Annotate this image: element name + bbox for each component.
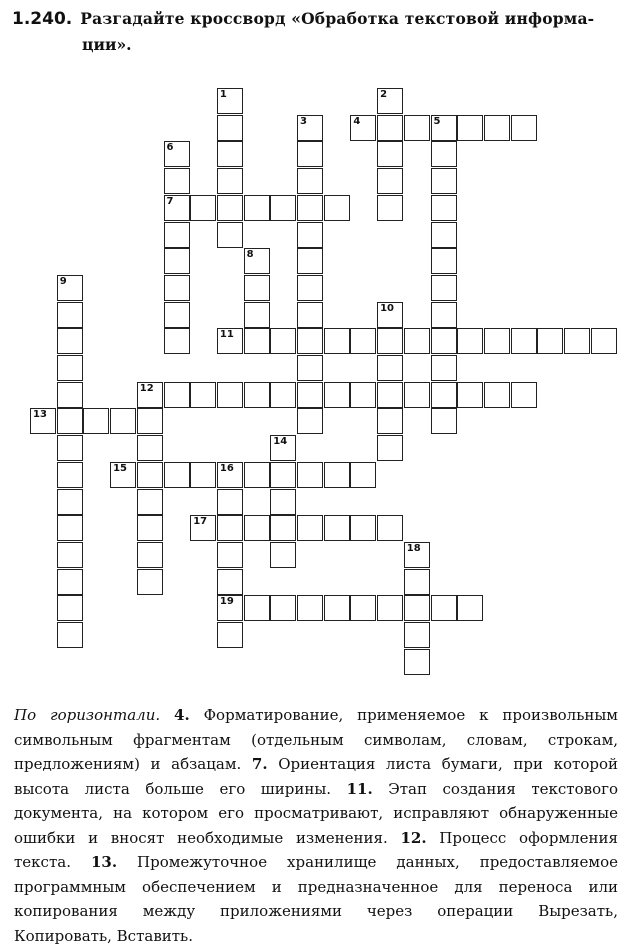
crossword-cell[interactable] bbox=[217, 569, 243, 595]
clue-number: 12. bbox=[400, 828, 427, 847]
crossword-cell[interactable] bbox=[217, 195, 243, 221]
crossword-cell[interactable] bbox=[244, 302, 270, 328]
clue-number-label: 12 bbox=[139, 382, 154, 394]
crossword-cell[interactable] bbox=[511, 328, 537, 354]
crossword-cell[interactable] bbox=[57, 462, 83, 488]
crossword-cell[interactable] bbox=[484, 115, 510, 141]
crossword-cell[interactable] bbox=[404, 595, 430, 621]
crossword-cell[interactable] bbox=[377, 88, 403, 114]
crossword-cell[interactable] bbox=[110, 408, 136, 434]
crossword-cell[interactable] bbox=[350, 515, 376, 541]
crossword-cell[interactable] bbox=[57, 489, 83, 515]
crossword-cell[interactable] bbox=[297, 195, 323, 221]
crossword-cell[interactable] bbox=[404, 649, 430, 675]
crossword-cell[interactable] bbox=[137, 515, 163, 541]
crossword-cell[interactable] bbox=[244, 382, 270, 408]
crossword-cell[interactable] bbox=[377, 141, 403, 167]
exercise-title: Разгадайте кроссворд «Обработка текстовой информа- bbox=[80, 9, 595, 28]
crossword-cell[interactable] bbox=[83, 408, 109, 434]
clue-number: 4. bbox=[174, 706, 190, 724]
crossword-cell[interactable] bbox=[564, 328, 590, 354]
clue-number-label: 4 bbox=[353, 115, 361, 127]
crossword-cell[interactable] bbox=[137, 489, 163, 515]
crossword-cell[interactable] bbox=[457, 328, 483, 354]
crossword-cell[interactable] bbox=[217, 222, 243, 248]
crossword-cell[interactable] bbox=[377, 435, 403, 461]
crossword-cell[interactable] bbox=[164, 222, 190, 248]
crossword-cell[interactable] bbox=[297, 141, 323, 167]
clue-number-label: 5 bbox=[433, 115, 441, 127]
crossword-cell[interactable] bbox=[297, 275, 323, 301]
crossword-cell[interactable] bbox=[244, 248, 270, 274]
crossword-cell[interactable] bbox=[297, 248, 323, 274]
crossword-cell[interactable] bbox=[57, 622, 83, 648]
crossword-cell[interactable] bbox=[137, 408, 163, 434]
clue-number-label: 7 bbox=[166, 195, 174, 207]
crossword-cell[interactable] bbox=[57, 382, 83, 408]
crossword-cell[interactable] bbox=[270, 595, 296, 621]
crossword-cell[interactable] bbox=[297, 382, 323, 408]
crossword-cell[interactable] bbox=[217, 382, 243, 408]
crossword-cell[interactable] bbox=[270, 489, 296, 515]
crossword-cell[interactable] bbox=[404, 382, 430, 408]
crossword-cell[interactable] bbox=[297, 168, 323, 194]
crossword-cell[interactable] bbox=[511, 115, 537, 141]
clue-number-label: 8 bbox=[246, 249, 254, 261]
clue-number-label: 17 bbox=[193, 516, 208, 528]
clue-number-label: 1 bbox=[219, 89, 227, 100]
crossword-cell[interactable] bbox=[244, 195, 270, 221]
crossword-cell[interactable] bbox=[164, 195, 190, 221]
crossword-cell[interactable] bbox=[297, 595, 323, 621]
crossword-cell[interactable] bbox=[270, 435, 296, 461]
crossword-cell[interactable] bbox=[350, 382, 376, 408]
crossword-cell[interactable] bbox=[57, 408, 83, 434]
crossword-cell[interactable] bbox=[57, 328, 83, 354]
crossword-cell[interactable] bbox=[164, 328, 190, 354]
crossword-cell[interactable] bbox=[511, 382, 537, 408]
crossword-cell[interactable] bbox=[270, 542, 296, 568]
crossword-cell[interactable] bbox=[431, 248, 457, 274]
crossword-cell[interactable] bbox=[57, 515, 83, 541]
clue-text: Ориентация листа бумаги, при которой высота листа больше его ширины. bbox=[14, 755, 618, 798]
clue-number-label: 10 bbox=[380, 302, 395, 314]
crossword-cell[interactable] bbox=[431, 302, 457, 328]
crossword-cell[interactable] bbox=[537, 328, 563, 354]
crossword-cell[interactable] bbox=[377, 515, 403, 541]
clues-section bbox=[14, 703, 618, 948]
crossword-cell[interactable] bbox=[217, 168, 243, 194]
crossword-cell[interactable] bbox=[110, 462, 136, 488]
crossword-cell[interactable] bbox=[30, 408, 56, 434]
crossword-cell[interactable] bbox=[57, 275, 83, 301]
crossword-cell[interactable] bbox=[270, 382, 296, 408]
crossword-cell[interactable] bbox=[377, 355, 403, 381]
crossword-cell[interactable] bbox=[324, 195, 350, 221]
crossword-cell[interactable] bbox=[217, 462, 243, 488]
crossword-cell[interactable] bbox=[404, 115, 430, 141]
clue-number-label: 6 bbox=[166, 142, 174, 154]
crossword-cell[interactable] bbox=[431, 328, 457, 354]
clues-heading: По горизонтали. bbox=[14, 706, 161, 724]
crossword-cell[interactable] bbox=[244, 595, 270, 621]
crossword-cell[interactable] bbox=[137, 542, 163, 568]
clue-number-label: 15 bbox=[113, 462, 128, 474]
clue-number-label: 9 bbox=[59, 275, 67, 287]
crossword-cell[interactable] bbox=[57, 435, 83, 461]
crossword-cell[interactable] bbox=[377, 328, 403, 354]
crossword-cell[interactable] bbox=[431, 115, 457, 141]
crossword-cell[interactable] bbox=[324, 382, 350, 408]
crossword-cell[interactable] bbox=[297, 355, 323, 381]
crossword-cell[interactable] bbox=[190, 515, 216, 541]
crossword-cell[interactable] bbox=[404, 328, 430, 354]
crossword-cell[interactable] bbox=[297, 115, 323, 141]
clue-text: Этап создания текстового документа, на котором его просматривают, исправляют обнаруженные ошибки и вносят необходимые изменения. bbox=[14, 779, 618, 847]
crossword-cell[interactable] bbox=[431, 408, 457, 434]
crossword-cell[interactable] bbox=[244, 275, 270, 301]
clue-number-label: 2 bbox=[380, 89, 388, 100]
crossword-cell[interactable] bbox=[377, 408, 403, 434]
crossword-cell[interactable] bbox=[377, 168, 403, 194]
crossword-cell[interactable] bbox=[297, 302, 323, 328]
crossword-cell[interactable] bbox=[57, 355, 83, 381]
crossword-cell[interactable] bbox=[431, 275, 457, 301]
crossword-cell[interactable] bbox=[591, 328, 617, 354]
clue-text: Форматирование, применяемое к произвольным символьным фрагментам (отдельным символам, словам, строкам, предложениям) и абзацам. bbox=[14, 706, 618, 773]
crossword-cell[interactable] bbox=[484, 382, 510, 408]
crossword-cell[interactable] bbox=[217, 115, 243, 141]
crossword-cell[interactable] bbox=[350, 595, 376, 621]
crossword-cell[interactable] bbox=[350, 115, 376, 141]
crossword-cell[interactable] bbox=[137, 462, 163, 488]
crossword-cell[interactable] bbox=[324, 462, 350, 488]
crossword-cell[interactable] bbox=[217, 328, 243, 354]
crossword-cell[interactable] bbox=[164, 302, 190, 328]
crossword-cell[interactable] bbox=[164, 275, 190, 301]
crossword-cell[interactable] bbox=[431, 382, 457, 408]
crossword-cell[interactable] bbox=[270, 515, 296, 541]
crossword-cell[interactable] bbox=[404, 569, 430, 595]
crossword-cell[interactable] bbox=[217, 622, 243, 648]
crossword-cell[interactable] bbox=[377, 382, 403, 408]
crossword-cell[interactable] bbox=[377, 595, 403, 621]
exercise-number: 1.240. bbox=[12, 9, 73, 29]
crossword-cell[interactable] bbox=[324, 515, 350, 541]
crossword-cell[interactable] bbox=[164, 168, 190, 194]
crossword-cell[interactable] bbox=[217, 542, 243, 568]
crossword-cell[interactable] bbox=[270, 462, 296, 488]
clue-number-label: 11 bbox=[219, 329, 234, 341]
crossword-cell[interactable] bbox=[137, 569, 163, 595]
crossword-cell[interactable] bbox=[57, 595, 83, 621]
crossword-cell[interactable] bbox=[377, 302, 403, 328]
clue-number-label: 3 bbox=[300, 115, 307, 127]
clue-text: Процесс оформления текста. bbox=[14, 828, 618, 871]
crossword-cell[interactable] bbox=[297, 408, 323, 434]
crossword-cell[interactable] bbox=[164, 141, 190, 167]
clue-number-label: 13 bbox=[33, 409, 47, 421]
crossword-cell[interactable] bbox=[57, 302, 83, 328]
crossword-cell[interactable] bbox=[164, 248, 190, 274]
clue-number-label: 18 bbox=[406, 542, 421, 554]
crossword-cell[interactable] bbox=[164, 462, 190, 488]
crossword-cell[interactable] bbox=[431, 195, 457, 221]
crossword-cell[interactable] bbox=[457, 382, 483, 408]
crossword-cell[interactable] bbox=[217, 88, 243, 114]
crossword-cell[interactable] bbox=[431, 355, 457, 381]
crossword-cell[interactable] bbox=[457, 115, 483, 141]
clue-number-label: 19 bbox=[219, 596, 234, 608]
crossword-cell[interactable] bbox=[324, 595, 350, 621]
crossword-cell[interactable] bbox=[244, 515, 270, 541]
clue-number-label: 16 bbox=[219, 462, 234, 474]
crossword-cell[interactable] bbox=[190, 382, 216, 408]
crossword-cell[interactable] bbox=[217, 515, 243, 541]
exercise-title-cont: ции». bbox=[82, 35, 132, 54]
crossword-cell[interactable] bbox=[190, 195, 216, 221]
crossword-cell[interactable] bbox=[137, 382, 163, 408]
clue-number: 7. bbox=[251, 755, 268, 773]
clue-text: Промежуточное хранилище данных, предоставляемое программным обеспечением и предназначенное для переноса или копирования между приложениями через операции Вырезать, Копировать, Вставить. bbox=[14, 853, 618, 945]
crossword-cell[interactable] bbox=[377, 195, 403, 221]
crossword-cell[interactable] bbox=[350, 462, 376, 488]
crossword-cell[interactable] bbox=[350, 328, 376, 354]
crossword-cell[interactable] bbox=[217, 595, 243, 621]
crossword-cell[interactable] bbox=[164, 382, 190, 408]
crossword-cell[interactable] bbox=[297, 328, 323, 354]
crossword-cell[interactable] bbox=[137, 435, 163, 461]
crossword-cell[interactable] bbox=[190, 462, 216, 488]
clue-number-label: 14 bbox=[273, 436, 288, 448]
crossword-cell[interactable] bbox=[404, 542, 430, 568]
crossword-cell[interactable] bbox=[297, 515, 323, 541]
crossword-cell[interactable] bbox=[270, 328, 296, 354]
crossword-cell[interactable] bbox=[297, 222, 323, 248]
crossword-cell[interactable] bbox=[404, 622, 430, 648]
crossword-cell[interactable] bbox=[431, 168, 457, 194]
crossword-cell[interactable] bbox=[431, 222, 457, 248]
clue-number: 11. bbox=[346, 779, 373, 798]
crossword-cell[interactable] bbox=[431, 141, 457, 167]
crossword-cell[interactable] bbox=[217, 489, 243, 515]
crossword-cell[interactable] bbox=[244, 462, 270, 488]
crossword-cell[interactable] bbox=[57, 542, 83, 568]
crossword-cell[interactable] bbox=[431, 595, 457, 621]
crossword-cell[interactable] bbox=[484, 328, 510, 354]
crossword-cell[interactable] bbox=[244, 328, 270, 354]
crossword-cell[interactable] bbox=[297, 462, 323, 488]
crossword-cell[interactable] bbox=[57, 569, 83, 595]
crossword-cell[interactable] bbox=[270, 195, 296, 221]
crossword-cell[interactable] bbox=[324, 328, 350, 354]
crossword-cell[interactable] bbox=[217, 141, 243, 167]
crossword-cell[interactable] bbox=[457, 595, 483, 621]
crossword-cell[interactable] bbox=[377, 115, 403, 141]
clue-number: 13. bbox=[90, 853, 118, 871]
